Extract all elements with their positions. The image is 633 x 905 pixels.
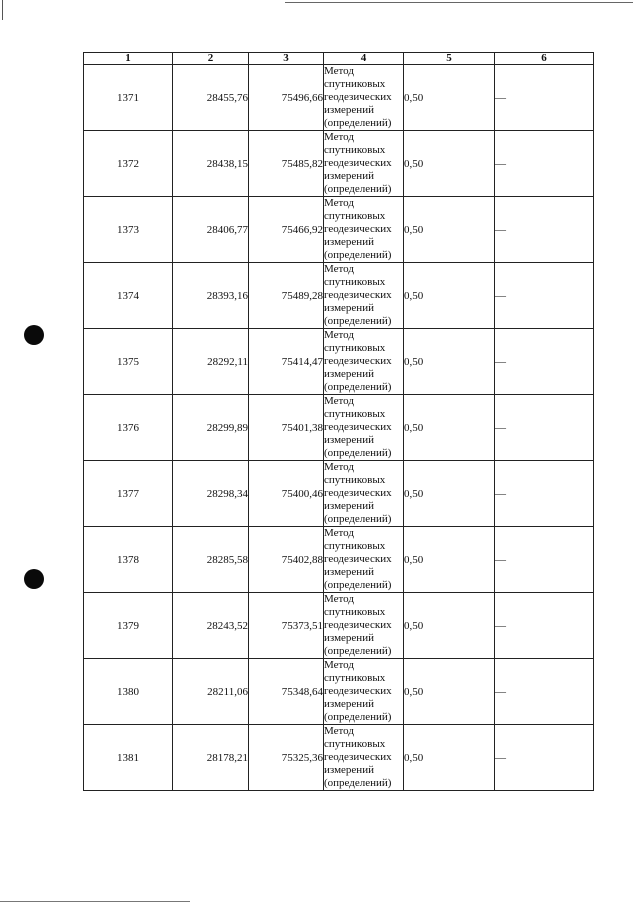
scan-edge-left [2,0,3,20]
table-row [84,329,594,395]
col-header-5: 5 [404,53,495,65]
accuracy: 0,50 [404,329,495,395]
accuracy: 0,50 [404,725,495,791]
coordinates-table [83,52,594,791]
method: Метод спутниковых геодезических измерений (определений) [324,659,404,725]
description: — [495,329,594,395]
table-row [84,659,594,725]
accuracy: 0,50 [404,659,495,725]
coordinate-x: 28285,58 [173,527,249,593]
point-number: 1375 [84,329,173,395]
coordinate-y: 75325,36 [249,725,324,791]
coordinate-x: 28292,11 [173,329,249,395]
method: Метод спутниковых геодезических измерений (определений) [324,329,404,395]
punch-hole-top [24,325,44,345]
coordinate-x: 28178,21 [173,725,249,791]
coordinate-x: 28211,06 [173,659,249,725]
description: — [495,527,594,593]
description: — [495,725,594,791]
col-header-3: 3 [249,53,324,65]
point-number: 1372 [84,131,173,197]
accuracy: 0,50 [404,131,495,197]
method: Метод спутниковых геодезических измерений (определений) [324,593,404,659]
coordinate-x: 28243,52 [173,593,249,659]
col-header-1: 1 [84,53,173,65]
description: — [495,659,594,725]
point-number: 1378 [84,527,173,593]
method: Метод спутниковых геодезических измерений (определений) [324,725,404,791]
method: Метод спутниковых геодезических измерений (определений) [324,395,404,461]
col-header-4: 4 [324,53,404,65]
coordinate-y: 75485,82 [249,131,324,197]
table-row [84,461,594,527]
punch-hole-bottom [24,569,44,589]
accuracy: 0,50 [404,527,495,593]
description: — [495,65,594,131]
coordinate-y: 75402,88 [249,527,324,593]
accuracy: 0,50 [404,461,495,527]
description: — [495,461,594,527]
method: Метод спутниковых геодезических измерений (определений) [324,461,404,527]
coordinate-x: 28298,34 [173,461,249,527]
coordinate-y: 75400,46 [249,461,324,527]
point-number: 1373 [84,197,173,263]
table-row [84,65,594,131]
accuracy: 0,50 [404,197,495,263]
point-number: 1381 [84,725,173,791]
description: — [495,593,594,659]
coordinate-y: 75401,38 [249,395,324,461]
table-row [84,395,594,461]
coordinate-y: 75373,51 [249,593,324,659]
point-number: 1380 [84,659,173,725]
description: — [495,395,594,461]
scan-edge-top [285,2,633,3]
method: Метод спутниковых геодезических измерений (определений) [324,65,404,131]
description: — [495,263,594,329]
method: Метод спутниковых геодезических измерений (определений) [324,527,404,593]
description: — [495,131,594,197]
col-header-6: 6 [495,53,594,65]
table-row [84,197,594,263]
col-header-2: 2 [173,53,249,65]
point-number: 1371 [84,65,173,131]
method: Метод спутниковых геодезических измерений (определений) [324,197,404,263]
point-number: 1377 [84,461,173,527]
point-number: 1376 [84,395,173,461]
coordinate-x: 28299,89 [173,395,249,461]
coordinate-x: 28406,77 [173,197,249,263]
coordinate-y: 75414,47 [249,329,324,395]
method: Метод спутниковых геодезических измерений (определений) [324,131,404,197]
coordinate-x: 28438,15 [173,131,249,197]
description: — [495,197,594,263]
accuracy: 0,50 [404,395,495,461]
table-row [84,725,594,791]
accuracy: 0,50 [404,263,495,329]
table-row [84,593,594,659]
point-number: 1374 [84,263,173,329]
coordinate-y: 75496,66 [249,65,324,131]
coordinate-y: 75489,28 [249,263,324,329]
coordinate-x: 28393,16 [173,263,249,329]
coordinate-y: 75466,92 [249,197,324,263]
accuracy: 0,50 [404,65,495,131]
table-row [84,131,594,197]
table-row [84,263,594,329]
point-number: 1379 [84,593,173,659]
accuracy: 0,50 [404,593,495,659]
method: Метод спутниковых геодезических измерений (определений) [324,263,404,329]
coordinate-y: 75348,64 [249,659,324,725]
table-row [84,527,594,593]
scan-edge-bottom [0,901,190,902]
coordinate-x: 28455,76 [173,65,249,131]
header-row [84,53,594,65]
